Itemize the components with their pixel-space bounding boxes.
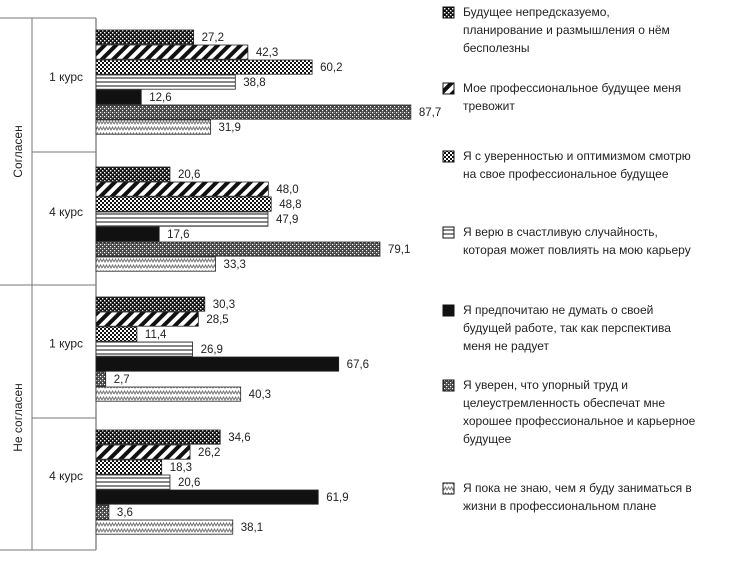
bar xyxy=(96,167,170,181)
bar xyxy=(96,242,380,256)
legend-label: Я уверен, что упорный труд и xyxy=(463,378,628,392)
legend-label: Я с уверенностью и оптимизмом смотрю xyxy=(463,149,691,163)
legend-label: меня не радует xyxy=(463,339,550,353)
legend-label: Будущее непредсказуемо, xyxy=(463,5,610,19)
data-label: 33,3 xyxy=(223,259,246,272)
subgroup-label: 1 курс xyxy=(49,70,83,84)
group-label: Согласен xyxy=(11,125,25,178)
legend-label: Я верю в счастливую случайность, xyxy=(463,225,658,239)
legend-swatch xyxy=(443,483,454,494)
bar xyxy=(96,430,220,444)
data-label: 34,6 xyxy=(228,432,251,445)
bar xyxy=(96,387,241,401)
data-label: 61,9 xyxy=(326,492,349,505)
legend-label: Мое профессиональное будущее меня xyxy=(463,81,682,95)
data-label: 42,3 xyxy=(255,47,279,60)
data-label: 2,7 xyxy=(113,374,130,387)
bar xyxy=(96,45,248,59)
data-label: 40,3 xyxy=(248,389,272,402)
legend-label: будущее xyxy=(463,432,512,446)
data-label: 20,6 xyxy=(177,477,201,490)
data-label: 48,0 xyxy=(276,184,299,197)
bar xyxy=(96,460,162,474)
legend-label: хорошее профессиональное и карьерное xyxy=(463,414,696,428)
data-label: 67,6 xyxy=(346,359,370,372)
bar xyxy=(96,475,170,489)
bar xyxy=(96,342,193,356)
legend-swatch xyxy=(443,227,454,238)
bar xyxy=(96,212,268,226)
bars-layer xyxy=(96,30,441,534)
data-label: 48,8 xyxy=(279,199,302,212)
bar xyxy=(96,297,205,311)
legend-label: бесполезны xyxy=(463,41,530,55)
subgroup-label: 4 курс xyxy=(49,469,83,483)
data-label: 27,2 xyxy=(201,32,225,45)
data-label: 87,7 xyxy=(418,107,442,120)
legend-swatch xyxy=(443,151,454,162)
legend-swatch xyxy=(443,83,454,94)
bar xyxy=(96,372,106,386)
bar xyxy=(96,60,312,74)
legend-swatch xyxy=(443,7,454,18)
data-label: 11,4 xyxy=(144,329,167,342)
data-label: 60,2 xyxy=(320,62,343,75)
legend-label: тревожит xyxy=(463,99,515,113)
data-label: 20,6 xyxy=(177,169,201,182)
legend-label: на свое профессиональное будущее xyxy=(463,167,669,181)
legend-label: будущей работе, так как перспектива xyxy=(463,321,671,335)
category-axis-frame xyxy=(0,18,96,550)
bar xyxy=(96,505,109,519)
legend-label: целеустремленность обеспечат мне xyxy=(463,396,666,410)
legend-swatch xyxy=(443,305,454,316)
bar xyxy=(96,105,411,119)
bar xyxy=(96,327,137,341)
data-label: 79,1 xyxy=(387,244,411,257)
bar xyxy=(96,182,268,196)
data-label: 30,3 xyxy=(212,299,236,312)
legend-swatch xyxy=(443,380,454,391)
data-label: 47,9 xyxy=(275,214,299,227)
legend-label: Я предпочитаю не думать о своей xyxy=(463,303,654,317)
bar xyxy=(96,490,318,504)
bar xyxy=(96,520,233,534)
bar xyxy=(96,197,271,211)
data-label: 28,5 xyxy=(206,314,229,327)
group-label: Не согласен xyxy=(11,383,25,452)
data-label: 3,6 xyxy=(116,507,133,520)
data-label: 26,9 xyxy=(200,344,223,357)
bar xyxy=(96,90,141,104)
data-label: 17,6 xyxy=(167,229,190,242)
legend-label: жизни в профессиональном плане xyxy=(463,499,657,513)
bar xyxy=(96,312,198,326)
data-label: 12,6 xyxy=(149,92,172,105)
bar xyxy=(96,257,216,271)
bar xyxy=(96,357,339,371)
legend xyxy=(443,5,696,513)
legend-label: планирование и размышления о нём xyxy=(463,23,670,37)
data-label: 26,2 xyxy=(198,447,221,460)
data-label: 31,9 xyxy=(218,122,241,135)
bar xyxy=(96,445,190,459)
subgroup-label: 4 курс xyxy=(49,205,83,219)
data-label: 18,3 xyxy=(169,462,193,475)
bar xyxy=(96,30,194,44)
bar xyxy=(96,120,211,134)
subgroup-label: 1 курс xyxy=(49,336,83,351)
bar xyxy=(96,75,235,89)
legend-label: Я пока не знаю, чем я буду заниматься в xyxy=(463,481,692,495)
bar xyxy=(96,227,159,241)
data-label: 38,8 xyxy=(243,77,266,90)
legend-label: которая может повлиять на мою карьеру xyxy=(463,243,691,257)
data-label: 38,1 xyxy=(240,522,264,535)
